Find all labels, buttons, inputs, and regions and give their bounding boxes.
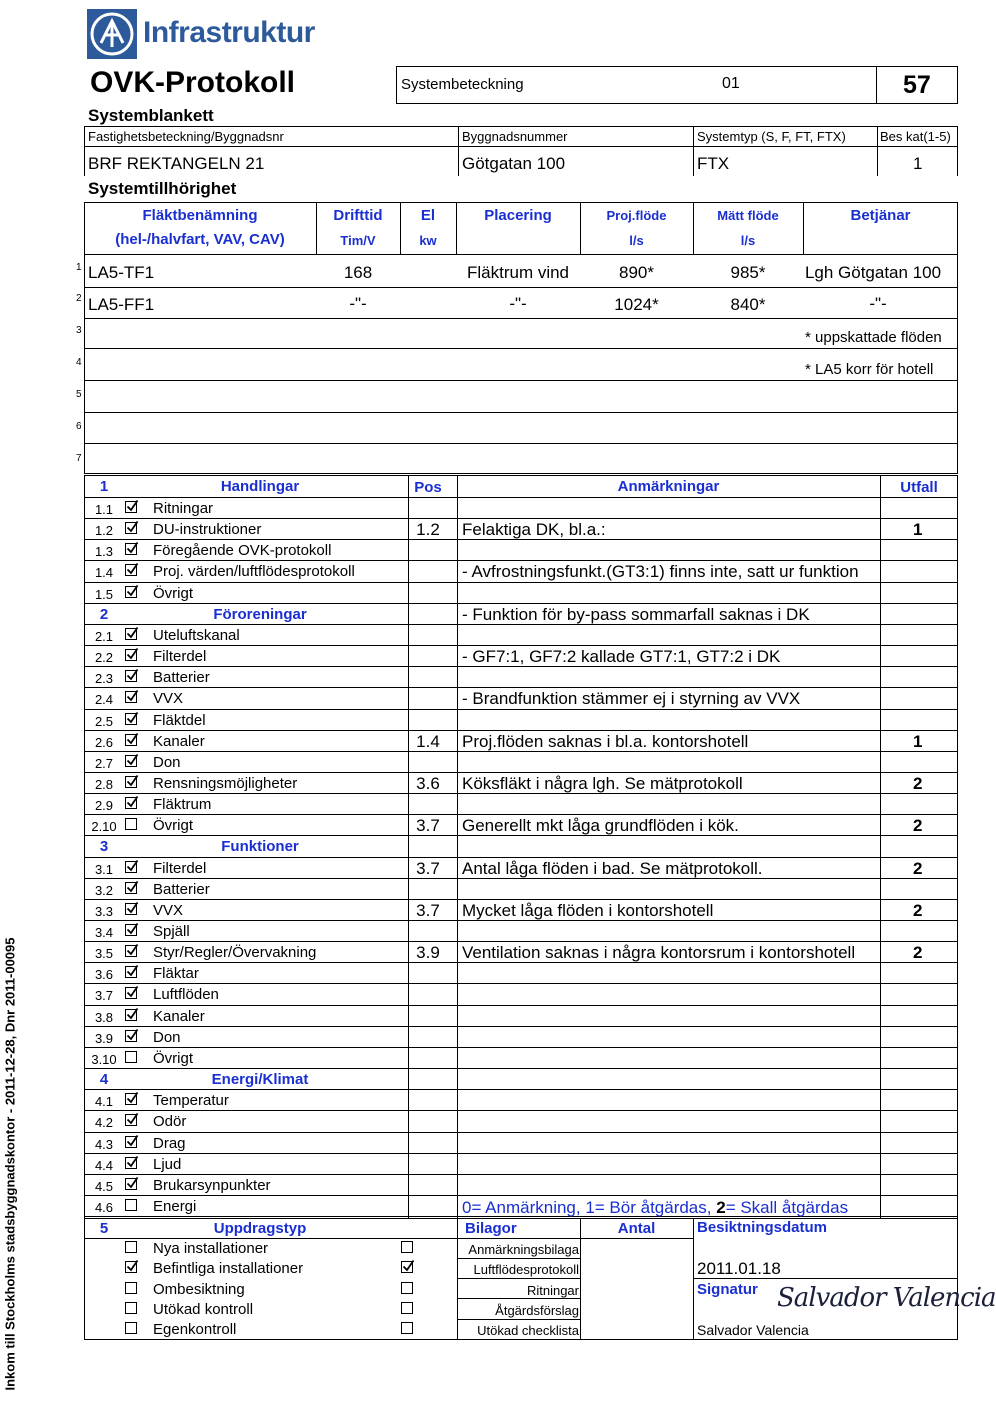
uppdragstyp-header: Uppdragstyp <box>213 1220 307 1237</box>
matt-unit: l/s <box>740 233 756 248</box>
item-label: Övrigt <box>153 817 194 834</box>
check-icon <box>401 1259 415 1273</box>
matt-header: Mätt flöde <box>717 208 779 223</box>
page-subtitle: Systemblankett <box>88 106 214 125</box>
item-checkbox[interactable] <box>125 945 137 957</box>
betjanar-header: Betjänar <box>850 207 911 224</box>
item-number: 1.5 <box>94 587 114 602</box>
item-checkbox[interactable] <box>125 522 137 534</box>
systembeteckning-value: 01 <box>722 75 740 92</box>
systembeteckning-label: Systembeteckning <box>401 76 524 93</box>
check-icon <box>125 689 139 703</box>
beskat-value: 1 <box>913 154 923 173</box>
item-number: 2.8 <box>94 777 114 792</box>
item-number: 1.3 <box>94 544 114 559</box>
item-label: Styr/Regler/Övervakning <box>153 944 317 961</box>
uppdragstyp-checkbox[interactable] <box>125 1261 137 1273</box>
item-pos: 3.7 <box>416 859 440 878</box>
check-icon <box>125 668 139 682</box>
section-title: Energi/Klimat <box>211 1071 309 1088</box>
item-number: 1.1 <box>94 502 114 517</box>
item-utfall: 2 <box>913 943 923 962</box>
check-icon <box>125 964 139 978</box>
item-remark: Antal låga flöden i bad. Se mätprotokoll. <box>462 859 763 878</box>
systemtyp-value: FTX <box>697 154 730 173</box>
check-icon <box>125 985 139 999</box>
fan-name: LA5-TF1 <box>88 263 155 282</box>
item-label: Fläktdel <box>153 712 206 729</box>
item-utfall: 1 <box>913 732 923 751</box>
check-icon <box>125 647 139 661</box>
fastighet-value: BRF REKTANGELN 21 <box>88 154 265 173</box>
proj-header: Proj.flöde <box>606 208 667 223</box>
item-label: Batterier <box>153 881 210 898</box>
item-utfall: 2 <box>913 774 923 793</box>
check-icon <box>125 1134 139 1148</box>
bilaga-label: Åtgärdsförslag <box>495 1303 579 1318</box>
bilaga-label: Anmärkningsbilaga <box>468 1242 579 1257</box>
item-remark: Ventilation saknas i några kontorsrum i kontorshotell <box>462 943 856 962</box>
item-number: 4.4 <box>94 1158 114 1173</box>
item-checkbox[interactable] <box>125 564 137 576</box>
check-icon <box>125 901 139 915</box>
section-title: Funktioner <box>221 838 299 855</box>
item-remark: - Brandfunktion stämmer ej i styrning av VVX <box>462 689 801 708</box>
item-label: Ljud <box>153 1156 182 1173</box>
besiktningsdatum-value: 2011.01.18 <box>697 1259 781 1278</box>
fan-drifttid: -"- <box>349 294 367 313</box>
item-remark: - GF7:1, GF7:2 kallade GT7:1, GT7:2 i DK <box>462 647 781 666</box>
item-checkbox[interactable] <box>125 586 137 598</box>
handlingar-header: Handlingar <box>220 478 300 495</box>
fan-row-number: 2 <box>76 293 82 304</box>
item-label: Föregående OVK-protokoll <box>153 542 332 559</box>
handwritten-signature: Salvador Valencia <box>777 1283 996 1313</box>
uppdragstyp-checkbox[interactable] <box>125 1302 137 1314</box>
fan-name: LA5-FF1 <box>88 295 155 314</box>
item-number: 2.9 <box>94 798 114 813</box>
bilaga-checkbox[interactable] <box>401 1302 413 1314</box>
pos-header: Pos <box>414 479 442 496</box>
item-checkbox[interactable] <box>125 713 137 725</box>
fan-betjanar: -"- <box>869 294 887 313</box>
item-checkbox[interactable] <box>125 882 137 894</box>
antal-header: Antal <box>617 1220 656 1237</box>
item-number: 2.6 <box>94 735 114 750</box>
item-label: DU-instruktioner <box>153 521 262 538</box>
item-label: Kanaler <box>153 1008 205 1025</box>
item-label: Filterdel <box>153 648 207 665</box>
fan-name-subheader: (hel-/halvfart, VAV, CAV) <box>115 231 285 248</box>
item-label: Odör <box>153 1113 187 1130</box>
check-icon <box>125 1155 139 1169</box>
fan-placering: Fläktrum vind <box>466 263 570 282</box>
item-number: 2.4 <box>94 692 114 707</box>
item-number: 2.3 <box>94 671 114 686</box>
proj-unit: l/s <box>629 233 644 248</box>
item-number: 3.3 <box>94 904 114 919</box>
check-icon <box>125 1259 139 1273</box>
item-pos: 1.4 <box>416 732 440 751</box>
item-number: 2.1 <box>94 629 114 644</box>
item-utfall: 2 <box>913 859 923 878</box>
item-utfall: 1 <box>913 520 923 539</box>
fan-row-number: 3 <box>76 325 82 336</box>
fan-betjanar: Lgh Götgatan 100 <box>804 263 942 282</box>
item-label: Rensningsmöjligheter <box>153 775 298 792</box>
item-checkbox[interactable] <box>125 903 137 915</box>
item-checkbox[interactable] <box>125 501 137 513</box>
item-label: Proj. värden/luftflödesprotokoll <box>153 563 355 580</box>
uppdragstyp-label: Utökad kontroll <box>153 1301 254 1318</box>
item-label: Luftflöden <box>153 986 219 1003</box>
item-number: 3.6 <box>94 967 114 982</box>
bilaga-label: Luftflödesprotokoll <box>473 1262 579 1277</box>
item-checkbox[interactable] <box>125 776 137 788</box>
placering-header: Placering <box>484 207 552 224</box>
item-number: 3.4 <box>94 925 114 940</box>
fan-drifttid: 168 <box>343 263 373 282</box>
utfall-header: Utfall <box>900 479 938 496</box>
item-label: VVX <box>153 690 184 707</box>
item-checkbox[interactable] <box>125 1157 137 1169</box>
fan-name-header: Fläktbenämning <box>142 207 258 224</box>
section-title: Föroreningar <box>213 606 307 623</box>
fan-row-number: 6 <box>76 421 82 432</box>
logo-text: Infrastruktur <box>143 16 315 49</box>
item-checkbox[interactable] <box>125 628 137 640</box>
item-pos: 3.7 <box>416 901 440 920</box>
fan-proj: 1024* <box>614 295 659 314</box>
item-number: 1.2 <box>94 523 114 538</box>
uppdragstyp-checkbox[interactable] <box>125 1241 137 1253</box>
item-checkbox[interactable] <box>125 818 137 830</box>
item-checkbox[interactable] <box>125 543 137 555</box>
fan-matt: 985* <box>730 263 766 282</box>
item-remark: - Funktion för by-pass sommarfall saknas i DK <box>462 605 810 624</box>
item-number: 3.5 <box>94 946 114 961</box>
item-label: Spjäll <box>153 923 190 940</box>
item-remark: - Avfrostningsfunkt.(GT3:1) finns inte, satt ur funktion <box>462 562 859 581</box>
item-pos: 1.2 <box>416 520 440 539</box>
item-number: 4.2 <box>94 1115 114 1130</box>
item-pos: 3.7 <box>416 816 440 835</box>
fan-row-number: 1 <box>76 262 82 273</box>
bilaga-label: Ritningar <box>526 1283 579 1298</box>
item-label: Don <box>153 754 181 771</box>
item-label: Uteluftskanal <box>153 627 240 644</box>
item-number: 4.6 <box>94 1200 114 1215</box>
item-checkbox[interactable] <box>125 1178 137 1190</box>
item-label: Fläktrum <box>153 796 212 813</box>
uppdragstyp-label: Befintliga installationer <box>153 1260 304 1277</box>
fan-row-number: 7 <box>76 453 82 464</box>
check-icon <box>125 520 139 534</box>
page-number: 57 <box>903 71 931 99</box>
check-icon <box>125 1091 139 1105</box>
item-number: 3.10 <box>91 1052 117 1067</box>
item-utfall: 2 <box>913 816 923 835</box>
check-icon <box>125 753 139 767</box>
item-number: 4.3 <box>94 1137 114 1152</box>
item-number: 2.5 <box>94 714 114 729</box>
beskat-label: Bes kat(1-5) <box>880 129 951 144</box>
item-remark: Mycket låga flöden i kontorshotell <box>462 901 714 920</box>
check-icon <box>125 1028 139 1042</box>
anmarkningar-header: Anmärkningar <box>617 478 720 495</box>
item-number: 3.8 <box>94 1010 114 1025</box>
bilagor-header: Bilagor <box>465 1220 517 1237</box>
item-label: Filterdel <box>153 860 207 877</box>
item-number: 3.2 <box>94 883 114 898</box>
drifttid-unit: Tim/V <box>340 233 376 248</box>
item-checkbox[interactable] <box>125 861 137 873</box>
bilaga-checkbox[interactable] <box>401 1261 413 1273</box>
item-utfall: 2 <box>913 901 923 920</box>
item-checkbox[interactable] <box>125 1030 137 1042</box>
item-number: 2.2 <box>94 650 114 665</box>
item-label: Temperatur <box>153 1092 229 1109</box>
item-checkbox[interactable] <box>125 649 137 661</box>
item-checkbox[interactable] <box>125 924 137 936</box>
bilaga-checkbox[interactable] <box>401 1322 413 1334</box>
bilaga-label: Utökad checklista <box>477 1323 579 1338</box>
item-remark: Felaktiga DK, bl.a.: <box>462 520 606 539</box>
check-icon <box>125 795 139 809</box>
item-number: 3.1 <box>94 862 114 877</box>
check-icon <box>125 562 139 576</box>
company-logo <box>87 9 315 59</box>
item-checkbox[interactable] <box>125 1009 137 1021</box>
item-number: 2.10 <box>91 819 117 834</box>
check-icon <box>125 1112 139 1126</box>
logo-emblem-icon <box>87 9 137 59</box>
systemtyp-label: Systemtyp (S, F, FT, FTX) <box>697 129 846 144</box>
byggnadsnummer-value: Götgatan 100 <box>462 154 566 173</box>
drifttid-header: Drifttid <box>333 207 383 224</box>
item-number: 3.9 <box>94 1031 114 1046</box>
item-checkbox[interactable] <box>125 797 137 809</box>
item-checkbox[interactable] <box>125 670 137 682</box>
item-pos: 3.9 <box>416 943 440 962</box>
item-label: Övrigt <box>153 585 194 602</box>
item-number: 4.5 <box>94 1179 114 1194</box>
item-checkbox[interactable] <box>125 1114 137 1126</box>
bilaga-checkbox[interactable] <box>401 1282 413 1294</box>
check-icon <box>125 584 139 598</box>
fan-matt: 840* <box>730 295 766 314</box>
uppdragstyp-checkbox[interactable] <box>125 1282 137 1294</box>
check-icon <box>125 1176 139 1190</box>
uppdragstyp-label: Ombesiktning <box>153 1281 245 1298</box>
item-number: 4.1 <box>94 1094 114 1109</box>
el-header: El <box>420 207 436 224</box>
item-pos: 3.6 <box>416 774 440 793</box>
check-icon <box>125 1007 139 1021</box>
item-label: VVX <box>153 902 184 919</box>
item-checkbox[interactable] <box>125 1051 137 1063</box>
check-icon <box>125 943 139 957</box>
besiktningsdatum-label: Besiktningsdatum <box>697 1219 828 1236</box>
item-label: Kanaler <box>153 733 205 750</box>
signer-name: Salvador Valencia <box>697 1322 809 1338</box>
registration-stamp: Inkom till Stockholms stadsbyggnadskontor - 2011-12-28, Dnr 2011-00095 <box>2 937 18 1391</box>
item-checkbox[interactable] <box>125 1093 137 1105</box>
item-label: Ritningar <box>153 500 214 517</box>
section-number: 4 <box>99 1071 109 1088</box>
check-icon <box>125 732 139 746</box>
fan-proj: 890* <box>619 263 654 282</box>
systemtillhorighet-heading: Systemtillhörighet <box>88 179 237 198</box>
item-number: 2.7 <box>94 756 114 771</box>
item-label: Fläktar <box>153 965 199 982</box>
fan-row-number: 5 <box>76 389 82 400</box>
item-checkbox[interactable] <box>125 966 137 978</box>
item-checkbox[interactable] <box>125 734 137 746</box>
signatur-label: Signatur <box>697 1281 758 1298</box>
item-checkbox[interactable] <box>125 691 137 703</box>
fan-note: * uppskattade flöden <box>805 329 942 346</box>
section-number: 2 <box>99 606 109 623</box>
item-number: 3.7 <box>94 988 114 1003</box>
item-label: Don <box>153 1029 181 1046</box>
check-icon <box>125 880 139 894</box>
check-icon <box>125 626 139 640</box>
item-label: Batterier <box>153 669 210 686</box>
item-remark: Generellt mkt låga grundflöden i kök. <box>462 816 739 835</box>
section-number: 3 <box>99 838 109 855</box>
item-label: Brukarsynpunkter <box>153 1177 271 1194</box>
check-icon <box>125 499 139 513</box>
item-remark: Proj.flöden saknas i bl.a. kontorshotell <box>462 732 749 751</box>
fan-note: * LA5 korr för hotell <box>805 361 934 378</box>
item-label: Energi <box>153 1198 197 1215</box>
bilaga-checkbox[interactable] <box>401 1241 413 1253</box>
check-icon <box>125 711 139 725</box>
fan-placering: -"- <box>509 294 527 313</box>
checklist-section-number: 1 <box>99 478 109 495</box>
check-icon <box>125 541 139 555</box>
item-checkbox[interactable] <box>125 1136 137 1148</box>
item-checkbox[interactable] <box>125 1199 137 1211</box>
footer-section-number: 5 <box>99 1220 109 1237</box>
check-icon <box>125 859 139 873</box>
byggnadsnummer-label: Byggnadsnummer <box>462 129 568 144</box>
item-label: Övrigt <box>153 1050 194 1067</box>
page-title: OVK-Protokoll <box>90 66 296 99</box>
item-label: Drag <box>153 1135 186 1152</box>
el-unit: kw <box>419 233 437 248</box>
fastighet-label: Fastighetsbeteckning/Byggnadsnr <box>88 129 284 144</box>
uppdragstyp-label: Egenkontroll <box>153 1321 237 1338</box>
item-number: 1.4 <box>94 565 114 580</box>
item-checkbox[interactable] <box>125 755 137 767</box>
uppdragstyp-label: Nya installationer <box>153 1240 269 1257</box>
fan-row-number: 4 <box>76 357 82 368</box>
item-remark: Köksfläkt i några lgh. Se mätprotokoll <box>462 774 743 793</box>
utfall-legend: 0= Anmärkning, 1= Bör åtgärdas, 2= Skall åtgärdas <box>462 1198 849 1217</box>
item-checkbox[interactable] <box>125 987 137 999</box>
uppdragstyp-checkbox[interactable] <box>125 1322 137 1334</box>
check-icon <box>125 774 139 788</box>
check-icon <box>125 922 139 936</box>
